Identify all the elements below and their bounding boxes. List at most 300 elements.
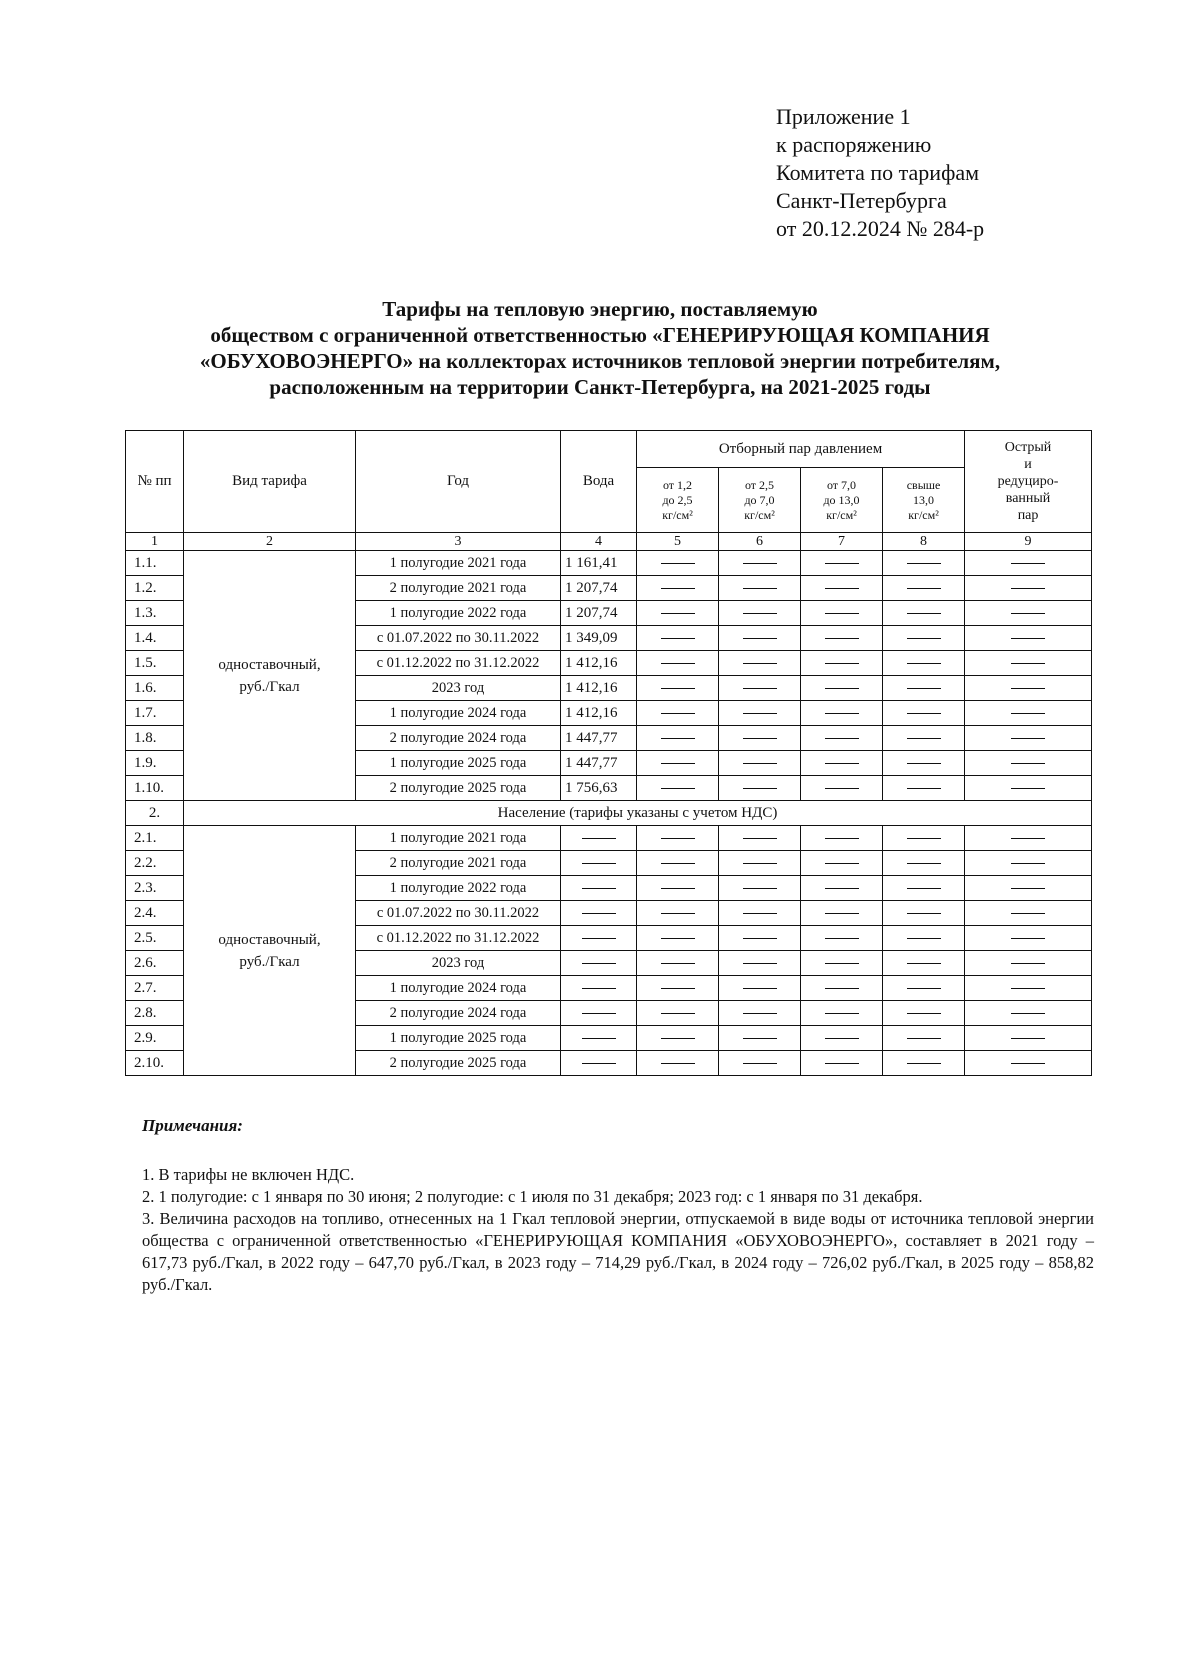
water-tariff-cell: 1 412,16 [561,676,637,701]
pressure-to: до 2,5 [662,492,693,507]
steam-tariff-cell [719,1026,801,1051]
dash-mark [1011,688,1045,689]
pressure-to: 13,0 [913,492,935,507]
dash-mark [825,838,859,839]
period-cell: 2 полугодие 2025 года [356,776,561,801]
column-number: 7 [801,533,883,551]
steam-tariff-cell [801,851,883,876]
dash-mark [661,713,695,714]
steam-tariff-cell [637,726,719,751]
dash-mark [825,713,859,714]
header-sharp-line: пар [1017,508,1039,523]
dash-mark [743,738,777,739]
pressure-from: от 1,2 [662,477,693,492]
steam-tariff-cell [801,1001,883,1026]
steam-tariff-cell [637,626,719,651]
column-number: 3 [356,533,561,551]
dash-mark [661,888,695,889]
pressure-unit: кг/см² [826,507,857,522]
steam-tariff-cell [637,651,719,676]
row-number: 2.6. [126,951,184,976]
water-tariff-cell [561,851,637,876]
dash-mark [825,963,859,964]
document-title [120,296,1080,400]
steam-tariff-cell [965,651,1092,676]
steam-tariff-cell [965,851,1092,876]
row-number: 2.2. [126,851,184,876]
header-pressure-4 [883,468,965,533]
dash-mark [661,663,695,664]
header-year: Год [356,431,561,533]
dash-mark [582,863,616,864]
dash-mark [1011,763,1045,764]
period-cell: 1 полугодие 2022 года [356,601,561,626]
title-line: «ОБУХОВОЭНЕРГО» на коллекторах источников тепловой энергии потребителям, [199,349,1001,373]
steam-tariff-cell [801,951,883,976]
dash-mark [825,888,859,889]
dash-mark [1011,1038,1045,1039]
row-number: 1.1. [126,551,184,576]
row-number: 1.4. [126,626,184,651]
water-tariff-cell [561,826,637,851]
steam-tariff-cell [965,1026,1092,1051]
water-tariff-cell [561,1051,637,1076]
dash-mark [907,1013,941,1014]
row-number: 2.3. [126,876,184,901]
water-tariff-cell: 1 207,74 [561,601,637,626]
period-cell: с 01.12.2022 по 31.12.2022 [356,926,561,951]
steam-tariff-cell [883,601,965,626]
dash-mark [743,938,777,939]
steam-tariff-cell [637,551,719,576]
dash-mark [1011,588,1045,589]
steam-tariff-cell [719,876,801,901]
dash-mark [743,688,777,689]
water-tariff-cell: 1 412,16 [561,701,637,726]
period-cell: 2 полугодие 2021 года [356,576,561,601]
dash-mark [907,838,941,839]
dash-mark [743,888,777,889]
dash-mark [582,1063,616,1064]
period-cell: 2 полугодие 2025 года [356,1051,561,1076]
steam-tariff-cell [637,1051,719,1076]
column-number: 5 [637,533,719,551]
dash-mark [907,663,941,664]
water-tariff-cell: 1 412,16 [561,651,637,676]
dash-mark [825,638,859,639]
dash-mark [907,888,941,889]
steam-tariff-cell [883,926,965,951]
row-number: 2.9. [126,1026,184,1051]
dash-mark [907,613,941,614]
water-tariff-cell [561,901,637,926]
dash-mark [907,738,941,739]
steam-tariff-cell [801,901,883,926]
tariff-kind-unit: руб./Гкал [239,953,300,970]
title-line: расположенным на территории Санкт-Петербурга, на 2021-2025 годы [269,375,931,399]
table-row [126,551,1092,576]
steam-tariff-cell [965,901,1092,926]
row-number: 1.8. [126,726,184,751]
dash-mark [825,1063,859,1064]
row-number: 1.7. [126,701,184,726]
tariff-kind-cell [184,551,356,801]
dash-mark [1011,713,1045,714]
period-cell: 1 полугодие 2025 года [356,751,561,776]
period-cell: 2 полугодие 2024 года [356,726,561,751]
dash-mark [907,563,941,564]
steam-tariff-cell [801,701,883,726]
table-row [126,826,1092,851]
appendix-line: Санкт-Петербурга [776,188,947,213]
steam-tariff-cell [637,851,719,876]
title-line: Тарифы на тепловую энергию, поставляемую [382,297,818,321]
dash-mark [1011,963,1045,964]
steam-tariff-cell [883,726,965,751]
water-tariff-cell [561,951,637,976]
row-number: 2.10. [126,1051,184,1076]
dash-mark [1011,613,1045,614]
pressure-from: от 2,5 [744,477,775,492]
steam-tariff-cell [801,551,883,576]
title-line: обществом с ограниченной ответственностью «ГЕНЕРИРУЮЩАЯ КОМПАНИЯ [210,323,990,347]
steam-tariff-cell [637,876,719,901]
water-tariff-cell: 1 161,41 [561,551,637,576]
period-cell: 2 полугодие 2021 года [356,851,561,876]
notes-heading: Примечания: [142,1116,243,1135]
dash-mark [825,913,859,914]
water-tariff-cell: 1 447,77 [561,726,637,751]
dash-mark [743,638,777,639]
tariff-kind-unit: руб./Гкал [239,678,300,695]
header-sharp-line: и [1024,457,1032,472]
dash-mark [1011,888,1045,889]
steam-tariff-cell [637,1026,719,1051]
steam-tariff-cell [801,726,883,751]
appendix-line: от 20.12.2024 № 284-р [776,216,985,241]
steam-tariff-cell [637,901,719,926]
water-tariff-cell: 1 756,63 [561,776,637,801]
steam-tariff-cell [637,601,719,626]
header-sharp-line: Острый [1004,440,1052,455]
dash-mark [661,688,695,689]
pressure-unit: кг/см² [744,507,775,522]
water-tariff-cell [561,1001,637,1026]
tariff-table [125,430,1092,1076]
steam-tariff-cell [965,951,1092,976]
dash-mark [1011,988,1045,989]
steam-tariff-cell [965,676,1092,701]
steam-tariff-cell [719,851,801,876]
period-cell: 1 полугодие 2024 года [356,976,561,1001]
row-number: 2.1. [126,826,184,851]
steam-tariff-cell [883,851,965,876]
period-cell: 1 полугодие 2021 года [356,826,561,851]
steam-tariff-cell [801,576,883,601]
dash-mark [743,1038,777,1039]
steam-tariff-cell [637,1001,719,1026]
dash-mark [1011,638,1045,639]
steam-tariff-cell [883,1051,965,1076]
tariff-kind-line: одноставочный, [218,656,321,673]
pressure-to: до 7,0 [744,492,775,507]
steam-tariff-cell [883,701,965,726]
steam-tariff-cell [801,976,883,1001]
period-cell: 1 полугодие 2024 года [356,701,561,726]
pressure-from: от 7,0 [826,477,857,492]
water-tariff-cell [561,876,637,901]
dash-mark [661,788,695,789]
dash-mark [582,1013,616,1014]
steam-tariff-cell [965,626,1092,651]
column-number: 1 [126,533,184,551]
dash-mark [661,638,695,639]
steam-tariff-cell [637,751,719,776]
group1-body [126,551,1092,801]
steam-tariff-cell [965,551,1092,576]
period-cell: с 01.07.2022 по 30.11.2022 [356,626,561,651]
steam-tariff-cell [801,626,883,651]
steam-tariff-cell [883,651,965,676]
dash-mark [661,1038,695,1039]
dash-mark [743,838,777,839]
steam-tariff-cell [883,1001,965,1026]
header-steam: Отборный пар давлением [637,431,965,468]
column-number: 2 [184,533,356,551]
dash-mark [1011,563,1045,564]
dash-mark [582,888,616,889]
dash-mark [743,613,777,614]
appendix-line: Комитета по тарифам [776,160,980,185]
dash-mark [825,988,859,989]
dash-mark [661,963,695,964]
steam-tariff-cell [719,1051,801,1076]
period-cell: с 01.07.2022 по 30.11.2022 [356,901,561,926]
row-number: 2.8. [126,1001,184,1026]
steam-tariff-cell [883,676,965,701]
section-row [126,801,1092,826]
header-sharp-line: редуциро- [997,474,1059,489]
steam-tariff-cell [965,1001,1092,1026]
dash-mark [661,938,695,939]
dash-mark [661,763,695,764]
section2-body [126,801,1092,826]
row-number: 1.2. [126,576,184,601]
water-tariff-cell: 1 349,09 [561,626,637,651]
steam-tariff-cell [965,701,1092,726]
appendix-line: к распоряжению [776,132,932,157]
dash-mark [743,563,777,564]
dash-mark [743,1063,777,1064]
period-cell: 2 полугодие 2024 года [356,1001,561,1026]
row-number: 2.7. [126,976,184,1001]
dash-mark [582,913,616,914]
steam-tariff-cell [719,651,801,676]
dash-mark [1011,1013,1045,1014]
dash-mark [661,563,695,564]
dash-mark [661,613,695,614]
dash-mark [1011,1063,1045,1064]
dash-mark [661,588,695,589]
dash-mark [1011,938,1045,939]
steam-tariff-cell [883,551,965,576]
steam-tariff-cell [883,576,965,601]
section-label: Население (тарифы указаны с учетом НДС) [184,801,1092,826]
dash-mark [907,638,941,639]
steam-tariff-cell [719,626,801,651]
dash-mark [825,763,859,764]
dash-mark [661,738,695,739]
dash-mark [743,663,777,664]
note-item: 3. Величина расходов на топливо, отнесенных на 1 Гкал тепловой энергии, отпускаемой в виде воды от источника тепловой энергии общества с ограниченной ответственностью «ГЕНЕРИРУЮЩАЯ КОМПАНИЯ «ОБУХОВОЭНЕРГО», составляет в 2021 году – 617,73 руб./Гкал, в 2022 году – 647,70 руб./Гкал, в 2023 году – 714,29 руб./Гкал, в 2024 году – 726,02 руб./Гкал, в 2025 году – 858,82 руб./Гкал. [142,1209,1094,1294]
steam-tariff-cell [965,1051,1092,1076]
dash-mark [661,863,695,864]
steam-tariff-cell [801,651,883,676]
column-number: 8 [883,533,965,551]
note-item: 2. 1 полугодие: с 1 января по 30 июня; 2 полугодие: с 1 июля по 31 декабря; 2023 год: с 1 января по 31 декабря. [142,1187,923,1206]
pressure-unit: кг/см² [908,507,939,522]
steam-tariff-cell [965,726,1092,751]
steam-tariff-cell [965,926,1092,951]
dash-mark [1011,913,1045,914]
dash-mark [743,713,777,714]
header-pressure-2 [719,468,801,533]
row-number: 1.10. [126,776,184,801]
dash-mark [907,588,941,589]
dash-mark [743,788,777,789]
dash-mark [743,988,777,989]
period-cell: 2023 год [356,951,561,976]
steam-tariff-cell [719,751,801,776]
dash-mark [825,788,859,789]
steam-tariff-cell [719,701,801,726]
steam-tariff-cell [637,826,719,851]
dash-mark [907,913,941,914]
water-tariff-cell [561,976,637,1001]
steam-tariff-cell [637,576,719,601]
steam-tariff-cell [637,776,719,801]
water-tariff-cell [561,926,637,951]
dash-mark [907,938,941,939]
pressure-unit: кг/см² [662,507,693,522]
period-cell: 2023 год [356,676,561,701]
steam-tariff-cell [719,901,801,926]
dash-mark [825,863,859,864]
dash-mark [661,913,695,914]
dash-mark [907,1038,941,1039]
tariff-kind-line: одноставочный, [218,931,321,948]
steam-tariff-cell [883,626,965,651]
row-number: 1.9. [126,751,184,776]
row-number: 1.3. [126,601,184,626]
pressure-to: до 13,0 [823,492,860,507]
dash-mark [907,763,941,764]
steam-tariff-cell [719,776,801,801]
steam-tariff-cell [883,776,965,801]
steam-tariff-cell [719,676,801,701]
steam-tariff-cell [883,751,965,776]
steam-tariff-cell [965,876,1092,901]
steam-tariff-cell [883,876,965,901]
column-number: 6 [719,533,801,551]
dash-mark [825,738,859,739]
header-kind: Вид тарифа [184,431,356,533]
notes-block [142,1164,1094,1296]
dash-mark [661,838,695,839]
dash-mark [743,1013,777,1014]
steam-tariff-cell [965,751,1092,776]
steam-tariff-cell [719,926,801,951]
dash-mark [907,1063,941,1064]
steam-tariff-cell [719,1001,801,1026]
dash-mark [825,688,859,689]
steam-tariff-cell [801,926,883,951]
steam-tariff-cell [801,776,883,801]
steam-tariff-cell [965,826,1092,851]
steam-tariff-cell [883,951,965,976]
dash-mark [907,713,941,714]
dash-mark [582,1038,616,1039]
section-num: 2. [126,801,184,826]
period-cell: 1 полугодие 2021 года [356,551,561,576]
dash-mark [582,938,616,939]
row-number: 2.4. [126,901,184,926]
steam-tariff-cell [965,776,1092,801]
steam-tariff-cell [965,601,1092,626]
row-number: 1.5. [126,651,184,676]
pressure-from: свыше [906,477,941,492]
period-cell: 1 полугодие 2025 года [356,1026,561,1051]
dash-mark [743,763,777,764]
note-item: 1. В тарифы не включен НДС. [142,1165,355,1184]
dash-mark [582,963,616,964]
row-number: 2.5. [126,926,184,951]
steam-tariff-cell [719,576,801,601]
dash-mark [825,563,859,564]
header-pressure-3 [801,468,883,533]
column-number: 9 [965,533,1092,551]
header-water: Вода [561,431,637,533]
dash-mark [825,938,859,939]
dash-mark [661,988,695,989]
steam-tariff-cell [883,1026,965,1051]
steam-tariff-cell [637,976,719,1001]
steam-tariff-cell [637,701,719,726]
header-sharp-steam [965,431,1092,533]
dash-mark [825,1038,859,1039]
dash-mark [743,913,777,914]
steam-tariff-cell [883,901,965,926]
dash-mark [582,838,616,839]
dash-mark [825,663,859,664]
steam-tariff-cell [801,1051,883,1076]
steam-tariff-cell [801,676,883,701]
dash-mark [582,988,616,989]
dash-mark [1011,738,1045,739]
steam-tariff-cell [883,826,965,851]
dash-mark [907,863,941,864]
dash-mark [1011,788,1045,789]
steam-tariff-cell [719,726,801,751]
steam-tariff-cell [637,676,719,701]
steam-tariff-cell [965,576,1092,601]
group2-body [126,826,1092,1076]
dash-mark [907,963,941,964]
column-number: 4 [561,533,637,551]
dash-mark [825,588,859,589]
appendix-block [776,103,1136,243]
dash-mark [743,863,777,864]
